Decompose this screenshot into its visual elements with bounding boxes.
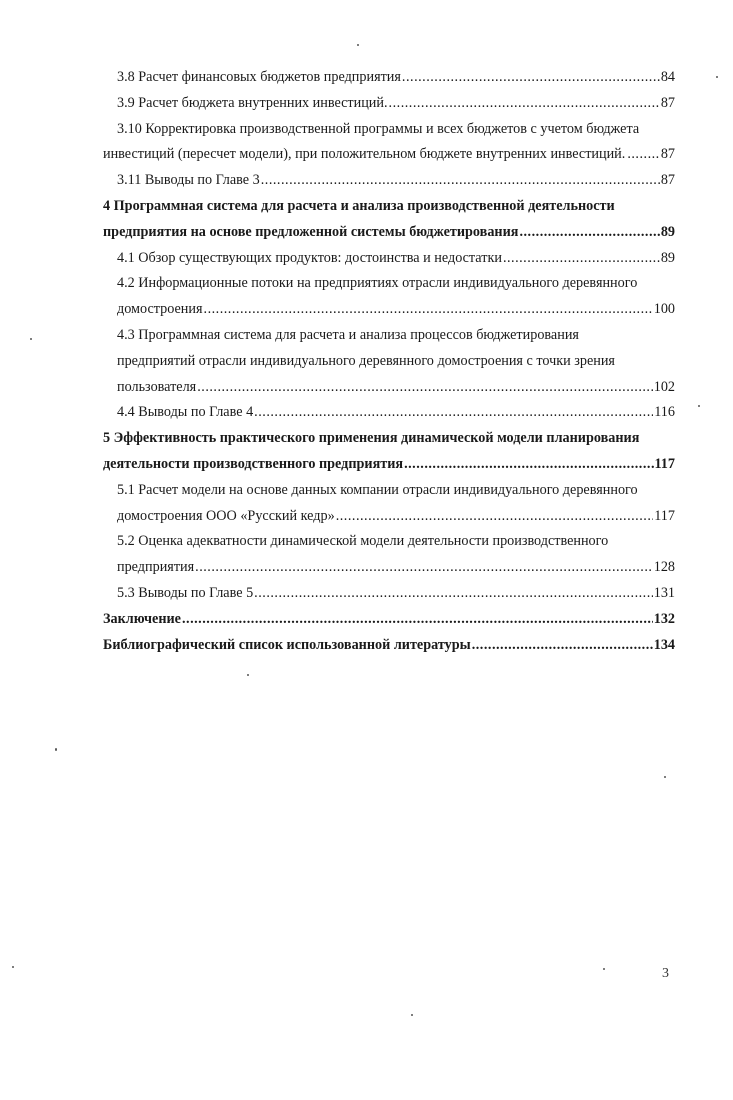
dot-leader [627, 142, 658, 168]
scan-speck [12, 966, 14, 968]
scan-speck [411, 1014, 413, 1016]
toc-entry-title: инвестиций (пересчет модели), при положительном бюджете внутренних инвестиций. [103, 146, 626, 163]
toc-entry-last-line [103, 452, 675, 478]
toc-entry-5-1[interactable] [103, 478, 675, 530]
toc-entry-line: 5.1 Расчет модели на основе данных компании отрасли индивидуального деревянного [117, 481, 638, 498]
toc-entry-title: Библиографический список использованной литературы [103, 636, 471, 653]
dot-leader [404, 452, 653, 478]
scan-speck [30, 338, 32, 340]
dot-leader [197, 375, 653, 401]
toc-entry-3-9[interactable] [103, 91, 675, 117]
scan-speck [55, 748, 57, 751]
toc-entry-page: 87 [660, 172, 675, 189]
toc-entry-title: предприятия на основе предложенной системы бюджетирования [103, 223, 519, 240]
dot-leader [503, 246, 660, 272]
toc-entry-chapter-4[interactable] [103, 194, 675, 246]
toc-entry-line: 4.3 Программная система для расчета и анализа процессов бюджетирования [117, 326, 579, 343]
toc-entry-4-2[interactable] [103, 271, 675, 323]
scan-speck [247, 674, 249, 676]
toc-entry-last-line [103, 220, 675, 246]
toc-entry-title: 4.4 Выводы по Главе 4 [117, 404, 254, 421]
scan-speck [357, 44, 359, 46]
toc-entry-title: домостроения [117, 301, 203, 318]
page-number: 3 [662, 966, 669, 981]
toc-entry-title: 3.8 Расчет финансовых бюджетов предприятия [117, 69, 401, 85]
dot-leader [519, 220, 659, 246]
scan-speck [664, 776, 666, 778]
dot-leader [195, 555, 653, 581]
toc-entry-title: предприятия [117, 559, 195, 576]
toc-entry-conclusion[interactable] [103, 607, 675, 633]
toc-entry-title: пользователя [117, 378, 197, 395]
toc-entry-page: 87 [660, 146, 675, 163]
dot-leader [254, 400, 653, 426]
toc-entry-chapter-5[interactable] [103, 426, 675, 478]
toc-entry-page: 117 [654, 507, 675, 524]
toc-entry-page: 102 [653, 378, 675, 395]
toc-entry-5-2[interactable] [103, 529, 675, 581]
toc-entry-line: 4.2 Информационные потоки на предприятиях отрасли индивидуального деревянного [117, 275, 638, 292]
dot-leader [182, 607, 653, 633]
toc-entry-title: 3.9 Расчет бюджета внутренних инвестиций. [117, 94, 388, 111]
toc-entry-title: 3.11 Выводы по Главе 3 [117, 172, 260, 189]
toc-entry-page: 131 [653, 584, 675, 601]
toc-entry-title: 5.3 Выводы по Главе 5 [117, 584, 254, 601]
dot-leader [389, 91, 660, 117]
toc-entry-last-line [103, 555, 675, 581]
toc-entry-page: 132 [653, 610, 675, 627]
toc-entry-title: деятельности производственного предприятия [103, 455, 404, 472]
toc-entry-last-line [103, 297, 675, 323]
toc-entry-title: домостроения ООО «Русский кедр» [117, 507, 335, 524]
toc-entry-line: 5 Эффективность практического применения динамической модели планирования [103, 430, 640, 447]
toc-entry-last-line [103, 504, 675, 530]
toc-entry-page: 116 [654, 404, 675, 421]
dot-leader [204, 297, 653, 323]
toc-entry-page: 117 [654, 455, 675, 472]
toc-entry-line: предприятий отрасли индивидуального деревянного домостроения с точки зрения [117, 352, 615, 369]
toc-entry-4-3[interactable] [103, 323, 675, 400]
toc-entry-last-line [103, 142, 675, 168]
toc-entry-title: Заключение [103, 610, 181, 627]
toc-entry-page: 100 [653, 301, 675, 318]
dot-leader [261, 168, 660, 194]
toc-entry-3-10[interactable] [103, 117, 675, 169]
toc-entry-page: 89 [660, 249, 675, 266]
toc-entry-3-8[interactable] [103, 65, 675, 91]
dot-leader [336, 504, 654, 530]
dot-leader [472, 633, 653, 659]
toc-entry-4-4[interactable] [103, 400, 675, 426]
toc-entry-last-line [103, 375, 675, 401]
toc-entry-page: 89 [660, 223, 675, 240]
toc-entry-page: 84 [660, 69, 675, 85]
toc-entry-page: 128 [653, 559, 675, 576]
scan-speck [716, 76, 718, 78]
toc-entry-line: 5.2 Оценка адекватности динамической модели деятельности производственного [117, 533, 609, 550]
toc-entry-bibliography[interactable] [103, 633, 675, 659]
toc-entry-page: 87 [660, 94, 675, 111]
dot-leader [402, 65, 660, 91]
scan-speck [698, 405, 700, 407]
toc-entry-5-3[interactable] [103, 581, 675, 607]
toc-entry-3-11[interactable] [103, 168, 675, 194]
dot-leader [254, 581, 653, 607]
toc-entry-title: 4.1 Обзор существующих продуктов: достоинства и недостатки [117, 249, 502, 266]
toc-entry-line: 4 Программная система для расчета и анализа производственной деятельности [103, 197, 615, 214]
toc-entry-4-1[interactable] [103, 246, 675, 272]
scan-speck [603, 968, 605, 970]
toc-entry-page: 134 [653, 636, 675, 653]
table-of-contents [103, 65, 675, 658]
toc-entry-line: 3.10 Корректировка производственной программы и всех бюджетов с учетом бюджета [117, 120, 640, 137]
